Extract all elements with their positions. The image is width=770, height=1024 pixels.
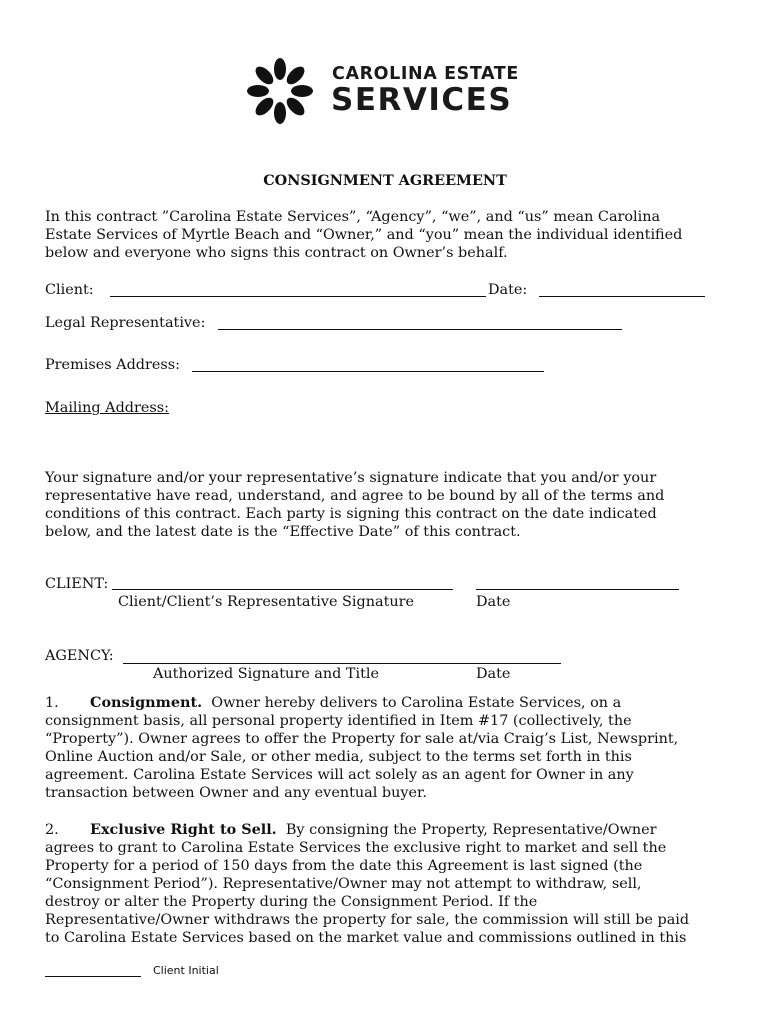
section-2-first-line <box>45 821 735 839</box>
signature-paragraph <box>45 469 735 541</box>
section-2-first-line-text: By consigning the Property, Representative/Owner <box>276 822 657 838</box>
section-1-first-line-text: Owner hereby delivers to Carolina Estate Services, on a <box>202 695 622 711</box>
client-date-caption: Date <box>476 594 511 610</box>
client-signature-label: CLIENT: <box>45 576 109 592</box>
section-1-line: “Property”). Owner agrees to offer the Property for sale at/via Craig’s List, Newsprint, <box>45 731 679 747</box>
section-2-line: to Carolina Estate Services based on the market value and commissions outlined in this <box>45 930 687 946</box>
client-initial-label: Client Initial <box>153 964 219 977</box>
section-1-line: Online Auction and/or Sale, or other media, subject to the terms set forth in this <box>45 749 632 765</box>
date-label: Date: <box>488 282 528 298</box>
client-signature-date-field[interactable] <box>476 589 679 590</box>
section-1-number: 1. <box>45 695 59 711</box>
section-2-line: agrees to grant to Carolina Estate Services the exclusive right to market and sell the <box>45 840 667 856</box>
section-1-first-line <box>45 694 735 712</box>
section-exclusive-right <box>45 821 735 947</box>
intro-line: below and everyone who signs this contract on Owner’s behalf. <box>45 245 508 261</box>
signature-para-line: below, and the latest date is the “Effective Date” of this contract. <box>45 524 521 540</box>
flower-logo-icon <box>246 54 322 130</box>
section-1-line: agreement. Carolina Estate Services will act solely as an agent for Owner in any <box>45 767 634 783</box>
client-name-field[interactable] <box>110 296 486 297</box>
signature-para-line: representative have read, understand, and agree to be bound by all of the terms and <box>45 488 665 504</box>
section-1-heading: Consignment. <box>90 694 203 711</box>
agency-signature-field[interactable] <box>123 663 561 664</box>
client-signature-field[interactable] <box>112 589 453 590</box>
document-title: CONSIGNMENT AGREEMENT <box>263 172 507 189</box>
client-signature-caption: Client/Client’s Representative Signature <box>118 594 415 610</box>
agency-date-caption: Date <box>476 666 511 682</box>
agency-signature-caption: Authorized Signature and Title <box>153 666 380 682</box>
section-2-line: Property for a period of 150 days from the date this Agreement is last signed (the <box>45 858 643 874</box>
legal-representative-label: Legal Representative: <box>45 315 206 331</box>
section-2-line: Representative/Owner withdraws the property for sale, the commission will still be paid <box>45 912 690 928</box>
signature-para-line: conditions of this contract. Each party is signing this contract on the date indicated <box>45 506 657 522</box>
agency-signature-label: AGENCY: <box>45 648 114 664</box>
premises-address-label: Premises Address: <box>45 357 181 373</box>
signature-para-line: Your signature and/or your representative’s signature indicate that you and/or your <box>45 470 657 486</box>
section-1-line: consignment basis, all personal property identified in Item #17 (collectively, the <box>45 713 632 729</box>
section-consignment <box>45 694 735 802</box>
logo-text-line1: CAROLINA ESTATE <box>332 64 519 84</box>
section-1-line: transaction between Owner and any eventual buyer. <box>45 785 427 801</box>
section-2-line: destroy or alter the Property during the Consignment Period. If the <box>45 894 538 910</box>
client-initial-field[interactable] <box>45 976 141 977</box>
client-date-field[interactable] <box>539 296 705 297</box>
mailing-address-label: Mailing Address: <box>45 400 170 416</box>
section-2-line: “Consignment Period”). Representative/Owner may not attempt to withdraw, sell, <box>45 876 642 892</box>
premises-address-field[interactable] <box>192 371 544 372</box>
intro-line: Estate Services of Myrtle Beach and “Owner,” and “you” mean the individual identified <box>45 227 683 243</box>
section-2-number: 2. <box>45 822 59 838</box>
client-label: Client: <box>45 282 94 298</box>
section-2-heading: Exclusive Right to Sell. <box>90 821 277 838</box>
legal-representative-field[interactable] <box>218 329 622 330</box>
intro-paragraph <box>45 208 735 262</box>
logo-text-line2: SERVICES <box>331 82 513 118</box>
intro-line: In this contract ”Carolina Estate Services”, “Agency”, “we”, and “us” mean Carolina <box>45 209 661 225</box>
company-logo <box>246 54 536 130</box>
